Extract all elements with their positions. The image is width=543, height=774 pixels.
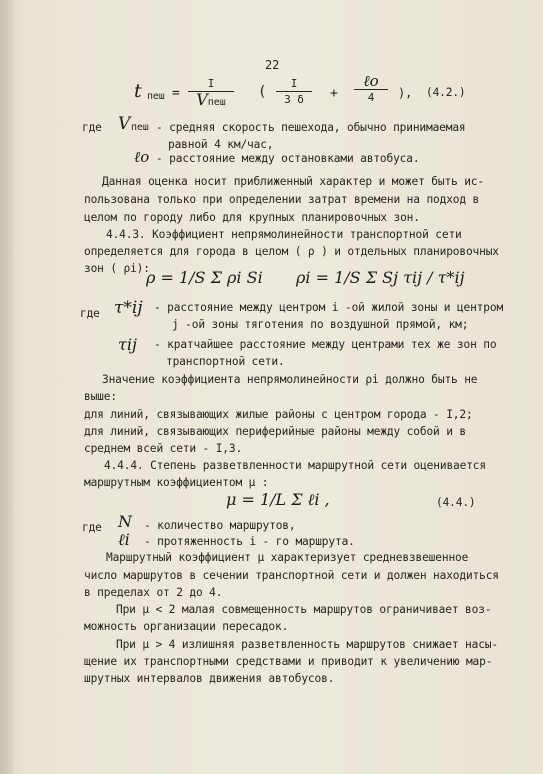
- para4-line-1: 4.4.4. Степень разветвленности маршрутной сети оценивается: [104, 459, 486, 472]
- para7-line-1: При μ > 4 излишняя разветвленность маршрутов снижает насы-: [116, 638, 498, 651]
- para3-line-5: среднем всей сети - I,3.: [84, 442, 243, 455]
- formula-lhs: t: [134, 80, 142, 102]
- def-v-subscript: пеш: [131, 122, 149, 133]
- formula-number-4-2: (4.2.): [426, 86, 466, 99]
- defs2-line-1: - расстояние между центром i -ой жилой зоны и центром: [154, 301, 504, 314]
- para5-line-2: число маршрутов в сечении транспортной сети и должен находиться: [84, 569, 499, 582]
- fraction-3: ℓo 4: [354, 75, 388, 104]
- def-l0-symbol: ℓo: [134, 148, 150, 166]
- def-v-text-2: равной 4 км/час,: [168, 138, 274, 151]
- defs2-where-label: где: [80, 307, 100, 320]
- defs2-line-2: j -ой зоны тяготения по воздушной прямой, км;: [172, 318, 469, 331]
- formula-4-4: μ = 1/L Σ ℓi ,: [226, 490, 330, 509]
- para1-line-3: целом по городу либо для крупных планировочных зон.: [84, 211, 420, 224]
- def-l0-text: - расстояние между остановками автобуса.: [156, 152, 420, 165]
- fraction-2: I 3 δ: [276, 77, 312, 106]
- formula-eq: =: [172, 86, 180, 101]
- defs2-line-3: - кратчайшее расстояние между центрами тех же зон по: [154, 338, 497, 351]
- formula-number-4-4: (4.4.): [436, 496, 476, 509]
- defs3-where-label: где: [82, 521, 102, 534]
- para7-line-2: щение их транспортными средствами и приводит к увеличению мар-: [84, 655, 493, 668]
- page-edge-shadow: [0, 0, 14, 774]
- para3-line-1: Значение коэффициента непрямолинейности ρi должно быть не: [102, 373, 478, 386]
- plus-sign: +: [330, 86, 338, 101]
- paren-open: (: [258, 84, 267, 100]
- para5-line-3: в пределах от 2 до 4.: [84, 586, 223, 599]
- def-where-label: где: [82, 121, 102, 134]
- para6-line-2: можность организации пересадок.: [84, 620, 289, 633]
- defs2-line-4: транспортной сети.: [166, 355, 285, 368]
- para2-line-3: зон ( ρi):: [84, 262, 150, 275]
- def-v-symbol: V: [118, 114, 131, 134]
- para3-line-4: для линий, связывающих периферийные районы между собой и в: [84, 425, 466, 438]
- formula-lhs-sub: пеш: [147, 91, 165, 102]
- defs3-line-2: - протяженность i - го маршрута.: [144, 535, 355, 548]
- para3-line-3: для линий, связывающих жилые районы с центром города - I,2;: [84, 408, 473, 421]
- formula-rho-zone: ρi = 1/S Σ Sj τij / τ*ij: [296, 268, 465, 287]
- para7-line-3: шрутных интервалов движения автобусов.: [84, 672, 335, 685]
- defs3-line-1: - количество маршрутов,: [144, 519, 296, 532]
- def-v-text: - средняя скорость пешехода, обычно принимаемая: [156, 121, 466, 134]
- defs3-l-symbol: ℓi: [118, 530, 130, 549]
- para2-line-1: 4.4.3. Коэффициент непрямолинейности транспортной сети: [106, 228, 462, 241]
- para5-line-1: Маршрутный коэффициент μ характеризует средневзвешенное: [106, 551, 469, 564]
- para4-line-2: маршрутным коэффициентом μ :: [84, 476, 269, 489]
- para3-line-2: выше:: [84, 390, 117, 403]
- defs3-n-symbol: N: [118, 512, 132, 531]
- formula-rho-city: ρ = 1/S Σ ρi Si: [146, 268, 263, 287]
- para1-line-2: пользована только при определении затрат времени на подход в: [84, 193, 480, 206]
- defs2-tau-star-symbol: τ*ij: [114, 298, 143, 318]
- para1-line-1: Данная оценка носит приближенный характер и может быть ис-: [102, 175, 484, 188]
- page-number: 22: [265, 58, 280, 72]
- defs2-tau-symbol: τij: [118, 335, 137, 354]
- paren-close: ),: [398, 86, 413, 100]
- para6-line-1: При μ < 2 малая совмещенность маршрутов ограничивает воз-: [116, 603, 492, 616]
- fraction-1: I Vпеш: [188, 77, 234, 109]
- para2-line-2: определяется для города в целом ( ρ ) и отдельных планировочных: [84, 245, 499, 258]
